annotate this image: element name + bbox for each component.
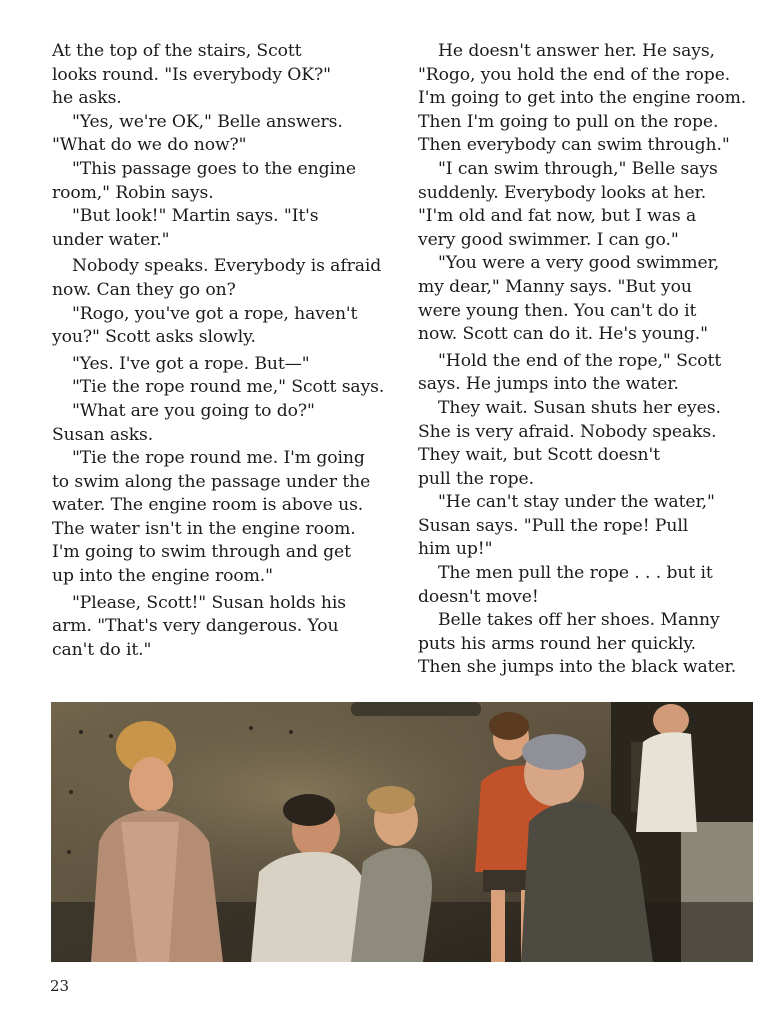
photo-pipe bbox=[351, 702, 481, 716]
paragraph bbox=[418, 350, 768, 397]
text-line: now. Can they go on? bbox=[52, 279, 236, 300]
text-line: She is very afraid. Nobody speaks. bbox=[418, 421, 717, 442]
text-line: Then everybody can swim through." bbox=[418, 135, 730, 156]
text-line: him up!" bbox=[418, 539, 493, 560]
paragraph bbox=[52, 400, 414, 447]
paragraph bbox=[418, 252, 768, 346]
text-line: I'm going to get into the engine room. bbox=[418, 88, 747, 109]
text-line: "Rogo, you've got a rope, haven't bbox=[72, 303, 358, 324]
text-line: "Yes, we're OK," Belle answers. bbox=[72, 111, 343, 132]
text-line: you?" Scott asks slowly. bbox=[52, 327, 256, 348]
paragraph bbox=[52, 303, 414, 350]
paragraph bbox=[418, 562, 768, 609]
text-line: "What are you going to do?" bbox=[72, 400, 315, 421]
paragraph bbox=[418, 158, 768, 252]
story-photo bbox=[51, 702, 753, 962]
text-line: suddenly. Everybody looks at her. bbox=[418, 182, 707, 203]
text-line: under water." bbox=[52, 229, 170, 250]
text-line: The men pull the rope . . . but it bbox=[438, 563, 713, 584]
text-line: "Tie the rope round me," Scott says. bbox=[72, 377, 385, 398]
text-line: looks round. "Is everybody OK?" bbox=[52, 64, 331, 85]
text-line: he asks. bbox=[52, 88, 122, 109]
paragraph bbox=[52, 255, 414, 302]
text-line: puts his arms round her quickly. bbox=[418, 633, 697, 654]
text-line: Then she jumps into the black water. bbox=[418, 657, 737, 678]
text-line: my dear," Manny says. "But you bbox=[418, 276, 692, 297]
page-number: 23 bbox=[50, 977, 70, 995]
text-line: Susan asks. bbox=[52, 424, 154, 445]
text-line: doesn't move! bbox=[418, 586, 539, 607]
text-line: Susan says. "Pull the rope! Pull bbox=[418, 515, 689, 536]
text-line: At the top of the stairs, Scott bbox=[52, 41, 302, 61]
text-line: to swim along the passage under the bbox=[52, 471, 371, 492]
text-line: "Please, Scott!" Susan holds his bbox=[72, 592, 346, 613]
text-line: "But look!" Martin says. "It's bbox=[72, 206, 319, 227]
text-line: "Rogo, you hold the end of the rope. bbox=[418, 64, 731, 85]
text-line: I'm going to swim through and get bbox=[52, 542, 351, 563]
text-line: now. Scott can do it. He's young." bbox=[418, 324, 708, 345]
text-line: "Hold the end of the rope," Scott bbox=[438, 350, 722, 371]
text-line: "He can't stay under the water," bbox=[438, 492, 715, 513]
paragraph bbox=[418, 609, 768, 680]
text-line: "I'm old and fat now, but I was a bbox=[418, 206, 697, 227]
text-line: can't do it." bbox=[52, 639, 152, 660]
text-line: Belle takes off her shoes. Manny bbox=[438, 610, 720, 631]
text-line: says. He jumps into the water. bbox=[418, 374, 679, 395]
paragraph bbox=[52, 376, 414, 400]
text-line: room," Robin says. bbox=[52, 182, 214, 203]
right-text-column bbox=[418, 40, 768, 680]
paragraph bbox=[52, 205, 414, 252]
text-line: The water isn't in the engine room. bbox=[52, 518, 356, 539]
text-line: arm. "That's very dangerous. You bbox=[52, 616, 339, 637]
paragraph bbox=[418, 491, 768, 562]
text-line: They wait. Susan shuts her eyes. bbox=[438, 397, 721, 418]
text-line: pull the rope. bbox=[418, 468, 534, 489]
text-line: They wait, but Scott doesn't bbox=[418, 445, 660, 466]
text-line: "I can swim through," Belle says bbox=[438, 158, 718, 179]
text-line: water. The engine room is above us. bbox=[52, 495, 364, 516]
text-line: up into the engine room." bbox=[52, 566, 273, 587]
paragraph bbox=[418, 397, 768, 491]
left-text-column bbox=[52, 40, 414, 662]
text-line: very good swimmer. I can go." bbox=[418, 229, 679, 250]
paragraph bbox=[52, 111, 414, 158]
text-line: were young then. You can't do it bbox=[418, 300, 697, 321]
paragraph bbox=[52, 447, 414, 589]
text-line: Nobody speaks. Everybody is afraid bbox=[72, 256, 382, 277]
paragraph bbox=[418, 40, 768, 158]
text-line: "Tie the rope round me. I'm going bbox=[72, 448, 365, 469]
paragraph bbox=[52, 353, 414, 377]
text-line: "You were a very good swimmer, bbox=[438, 253, 720, 274]
paragraph bbox=[52, 592, 414, 663]
paragraph bbox=[52, 40, 414, 111]
text-line: Then I'm going to pull on the rope. bbox=[418, 111, 719, 132]
text-line: He doesn't answer her. He says, bbox=[438, 41, 715, 61]
text-line: "This passage goes to the engine bbox=[72, 158, 356, 179]
photo-illustration bbox=[51, 702, 753, 962]
paragraph bbox=[52, 158, 414, 205]
text-line: "What do we do now?" bbox=[52, 135, 247, 156]
text-line: "Yes. I've got a rope. But—" bbox=[72, 353, 310, 374]
